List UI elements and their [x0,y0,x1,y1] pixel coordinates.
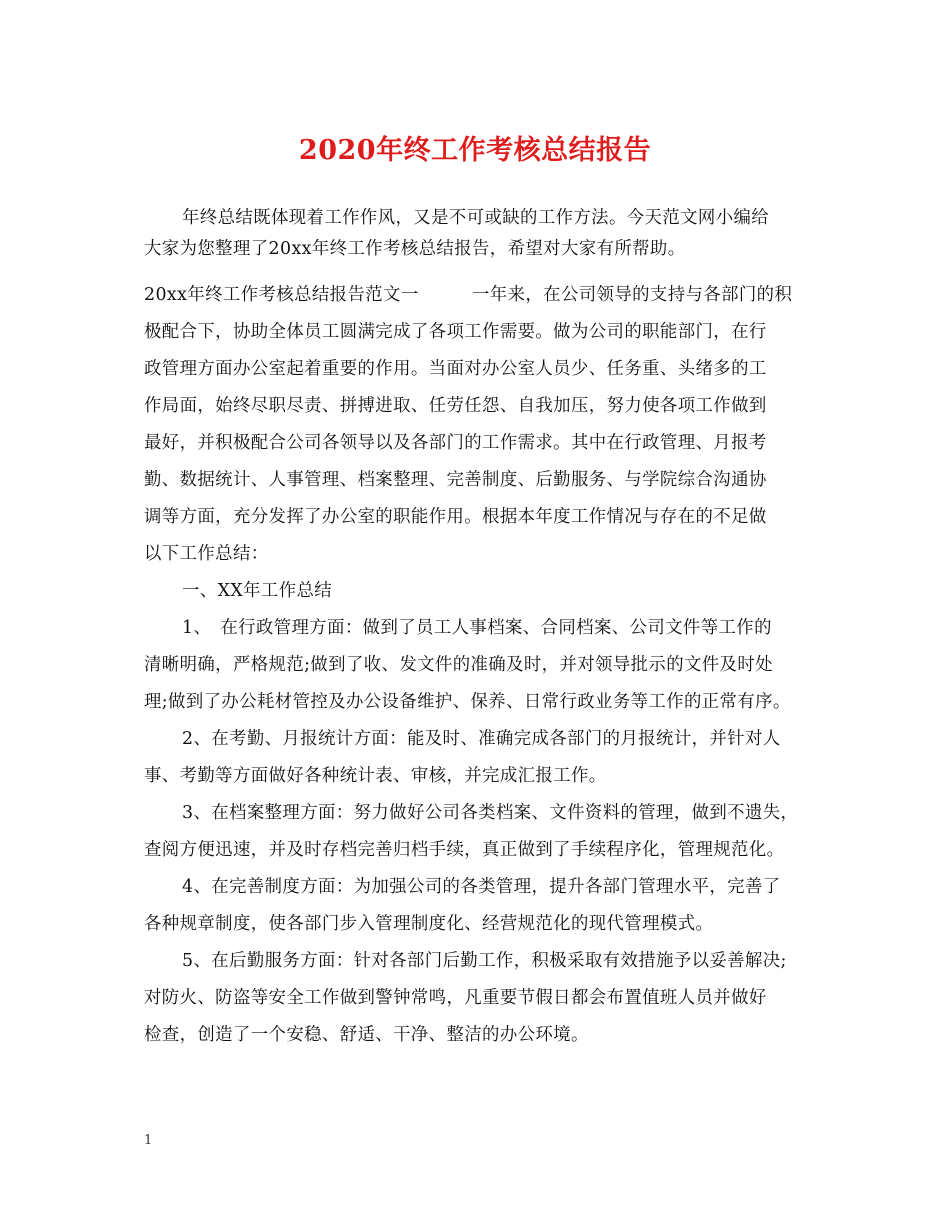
body-line: 清晰明确，严格规范;做到了收、发文件的准确及时，并对领导批示的文件及时处 [144,655,773,675]
body-line: 1、 在行政管理方面：做到了员工人事档案、合同档案、公司文件等工作的 [182,618,772,638]
body-line: 极配合下，协助全体员工圆满完成了各项工作需要。做为公司的职能部门，在行 [144,322,767,342]
body-line: 检查，创造了一个安稳、舒适、干净、整洁的办公环境。 [144,1025,589,1045]
document-title: 2020年终工作考核总结报告 [298,135,652,166]
body-line: 各种规章制度，使各部门步入管理制度化、经营规范化的现代管理模式。 [144,914,714,934]
body-line: 20xx年终工作考核总结报告范文一 一年来，在公司领导的支持与各部门的积 [144,285,793,305]
body-line: 理;做到了办公耗材管控及办公设备维护、保养、日常行政业务等工作的正常有序。 [144,692,791,712]
body-line: 最好，并积极配合公司各领导以及各部门的工作需求。其中在行政管理、月报考 [144,433,767,453]
body-line: 作局面，始终尽职尽责、拼搏进取、任劳任怨、自我加压，努力使各项工作做到 [144,396,767,416]
body-line: 4、在完善制度方面：为加强公司的各类管理，提升各部门管理水平，完善了 [182,877,781,897]
body-line: 对防火、防盗等安全工作做到警钟常鸣，凡重要节假日都会布置值班人员并做好 [144,988,767,1008]
body-line: 2、在考勤、月报统计方面：能及时、准确完成各部门的月报统计，并针对人 [182,729,781,749]
body-line: 调等方面，充分发挥了办公室的职能作用。根据本年度工作情况与存在的不足做 [144,507,767,527]
body-line: 政管理方面办公室起着重要的作用。当面对办公室人员少、任务重、头绪多的工 [144,359,767,379]
body-line: 3、在档案整理方面：努力做好公司各类档案、文件资料的管理，做到不遗失， [182,803,799,823]
body-line: 勤、数据统计、人事管理、档案整理、完善制度、后勤服务、与学院综合沟通协 [144,470,767,490]
page-number: 1 [144,1133,153,1148]
body-line: 5、在后勤服务方面：针对各部门后勤工作，积极采取有效措施予以妥善解决; [182,951,787,971]
body-line: 事、考勤等方面做好各种统计表、审核，并完成汇报工作。 [144,766,607,786]
body-line: 查阅方便迅速，并及时存档完善归档手续，真正做到了手续程序化，管理规范化。 [144,840,785,860]
section-heading: 一、XX年工作总结 [182,581,333,601]
body-line: 以下工作总结： [144,544,269,564]
body-line: 大家为您整理了20xx年终工作考核总结报告，希望对大家有所帮助。 [144,239,686,259]
body-line: 年终总结既体现着工作作风，又是不可或缺的工作方法。今天范文网小编给 [182,208,770,228]
